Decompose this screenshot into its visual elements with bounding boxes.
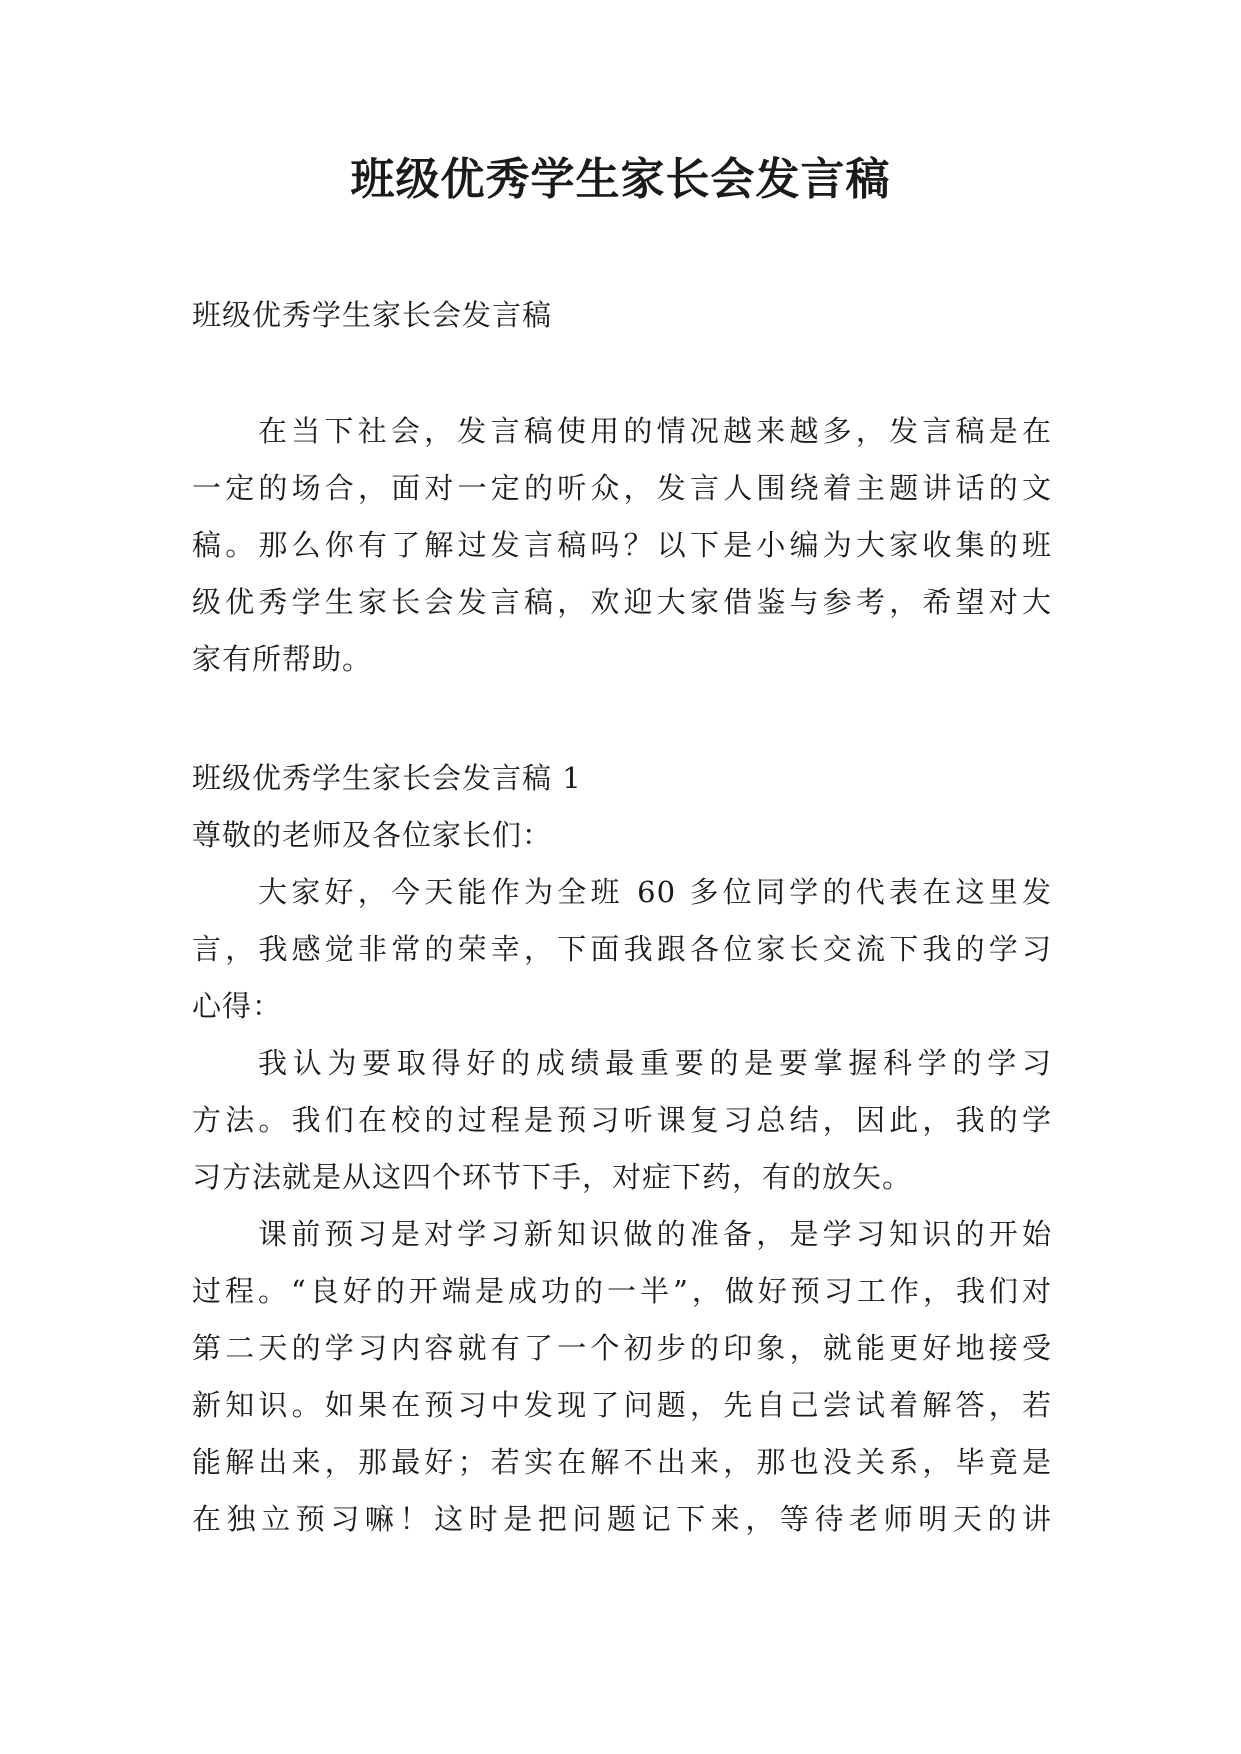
- paragraph-line: 方法。我们在校的过程是预习听课复习总结，因此，我的学: [192, 1103, 1052, 1137]
- intro-line: 级优秀学生家长会发言稿，欢迎大家借鉴与参考，希望对大: [192, 585, 1052, 619]
- paragraph-line: 言，我感觉非常的荣幸，下面我跟各位家长交流下我的学习: [192, 932, 1052, 966]
- paragraph-line: 心得：: [192, 989, 283, 1023]
- paragraph-line: 大家好，今天能作为全班 60 多位同学的代表在这里发: [258, 875, 1052, 909]
- paragraph-line: 课前预习是对学习新知识做的准备，是学习知识的开始: [258, 1217, 1052, 1251]
- paragraph-line: 第二天的学习内容就有了一个初步的印象，就能更好地接受: [192, 1331, 1052, 1365]
- salutation: 尊敬的老师及各位家长们：: [192, 818, 553, 852]
- intro-line: 稿。那么你有了解过发言稿吗？以下是小编为大家收集的班: [192, 528, 1052, 562]
- intro-line: 在当下社会，发言稿使用的情况越来越多，发言稿是在: [258, 414, 1052, 448]
- paragraph-line: 习方法就是从这四个环节下手，对症下药，有的放矢。: [192, 1160, 913, 1194]
- intro-line: 一定的场合，面对一定的听众，发言人围绕着主题讲话的文: [192, 471, 1052, 505]
- document-title: 班级优秀学生家长会发言稿: [350, 154, 891, 205]
- paragraph-line: 过程。“良好的开端是成功的一半”，做好预习工作，我们对: [192, 1274, 1052, 1308]
- paragraph-line: 能解出来，那最好；若实在解不出来，那也没关系，毕竟是: [192, 1445, 1052, 1479]
- paragraph-line: 我认为要取得好的成绩最重要的是要掌握科学的学习: [258, 1046, 1052, 1080]
- document-subtitle: 班级优秀学生家长会发言稿: [192, 298, 553, 332]
- section-heading: 班级优秀学生家长会发言稿 1: [192, 761, 582, 795]
- paragraph-line: 新知识。如果在预习中发现了问题，先自己尝试着解答，若: [192, 1388, 1052, 1422]
- paragraph-line: 在独立预习嘛！这时是把问题记下来，等待老师明天的讲: [192, 1502, 1052, 1536]
- intro-line: 家有所帮助。: [192, 642, 373, 676]
